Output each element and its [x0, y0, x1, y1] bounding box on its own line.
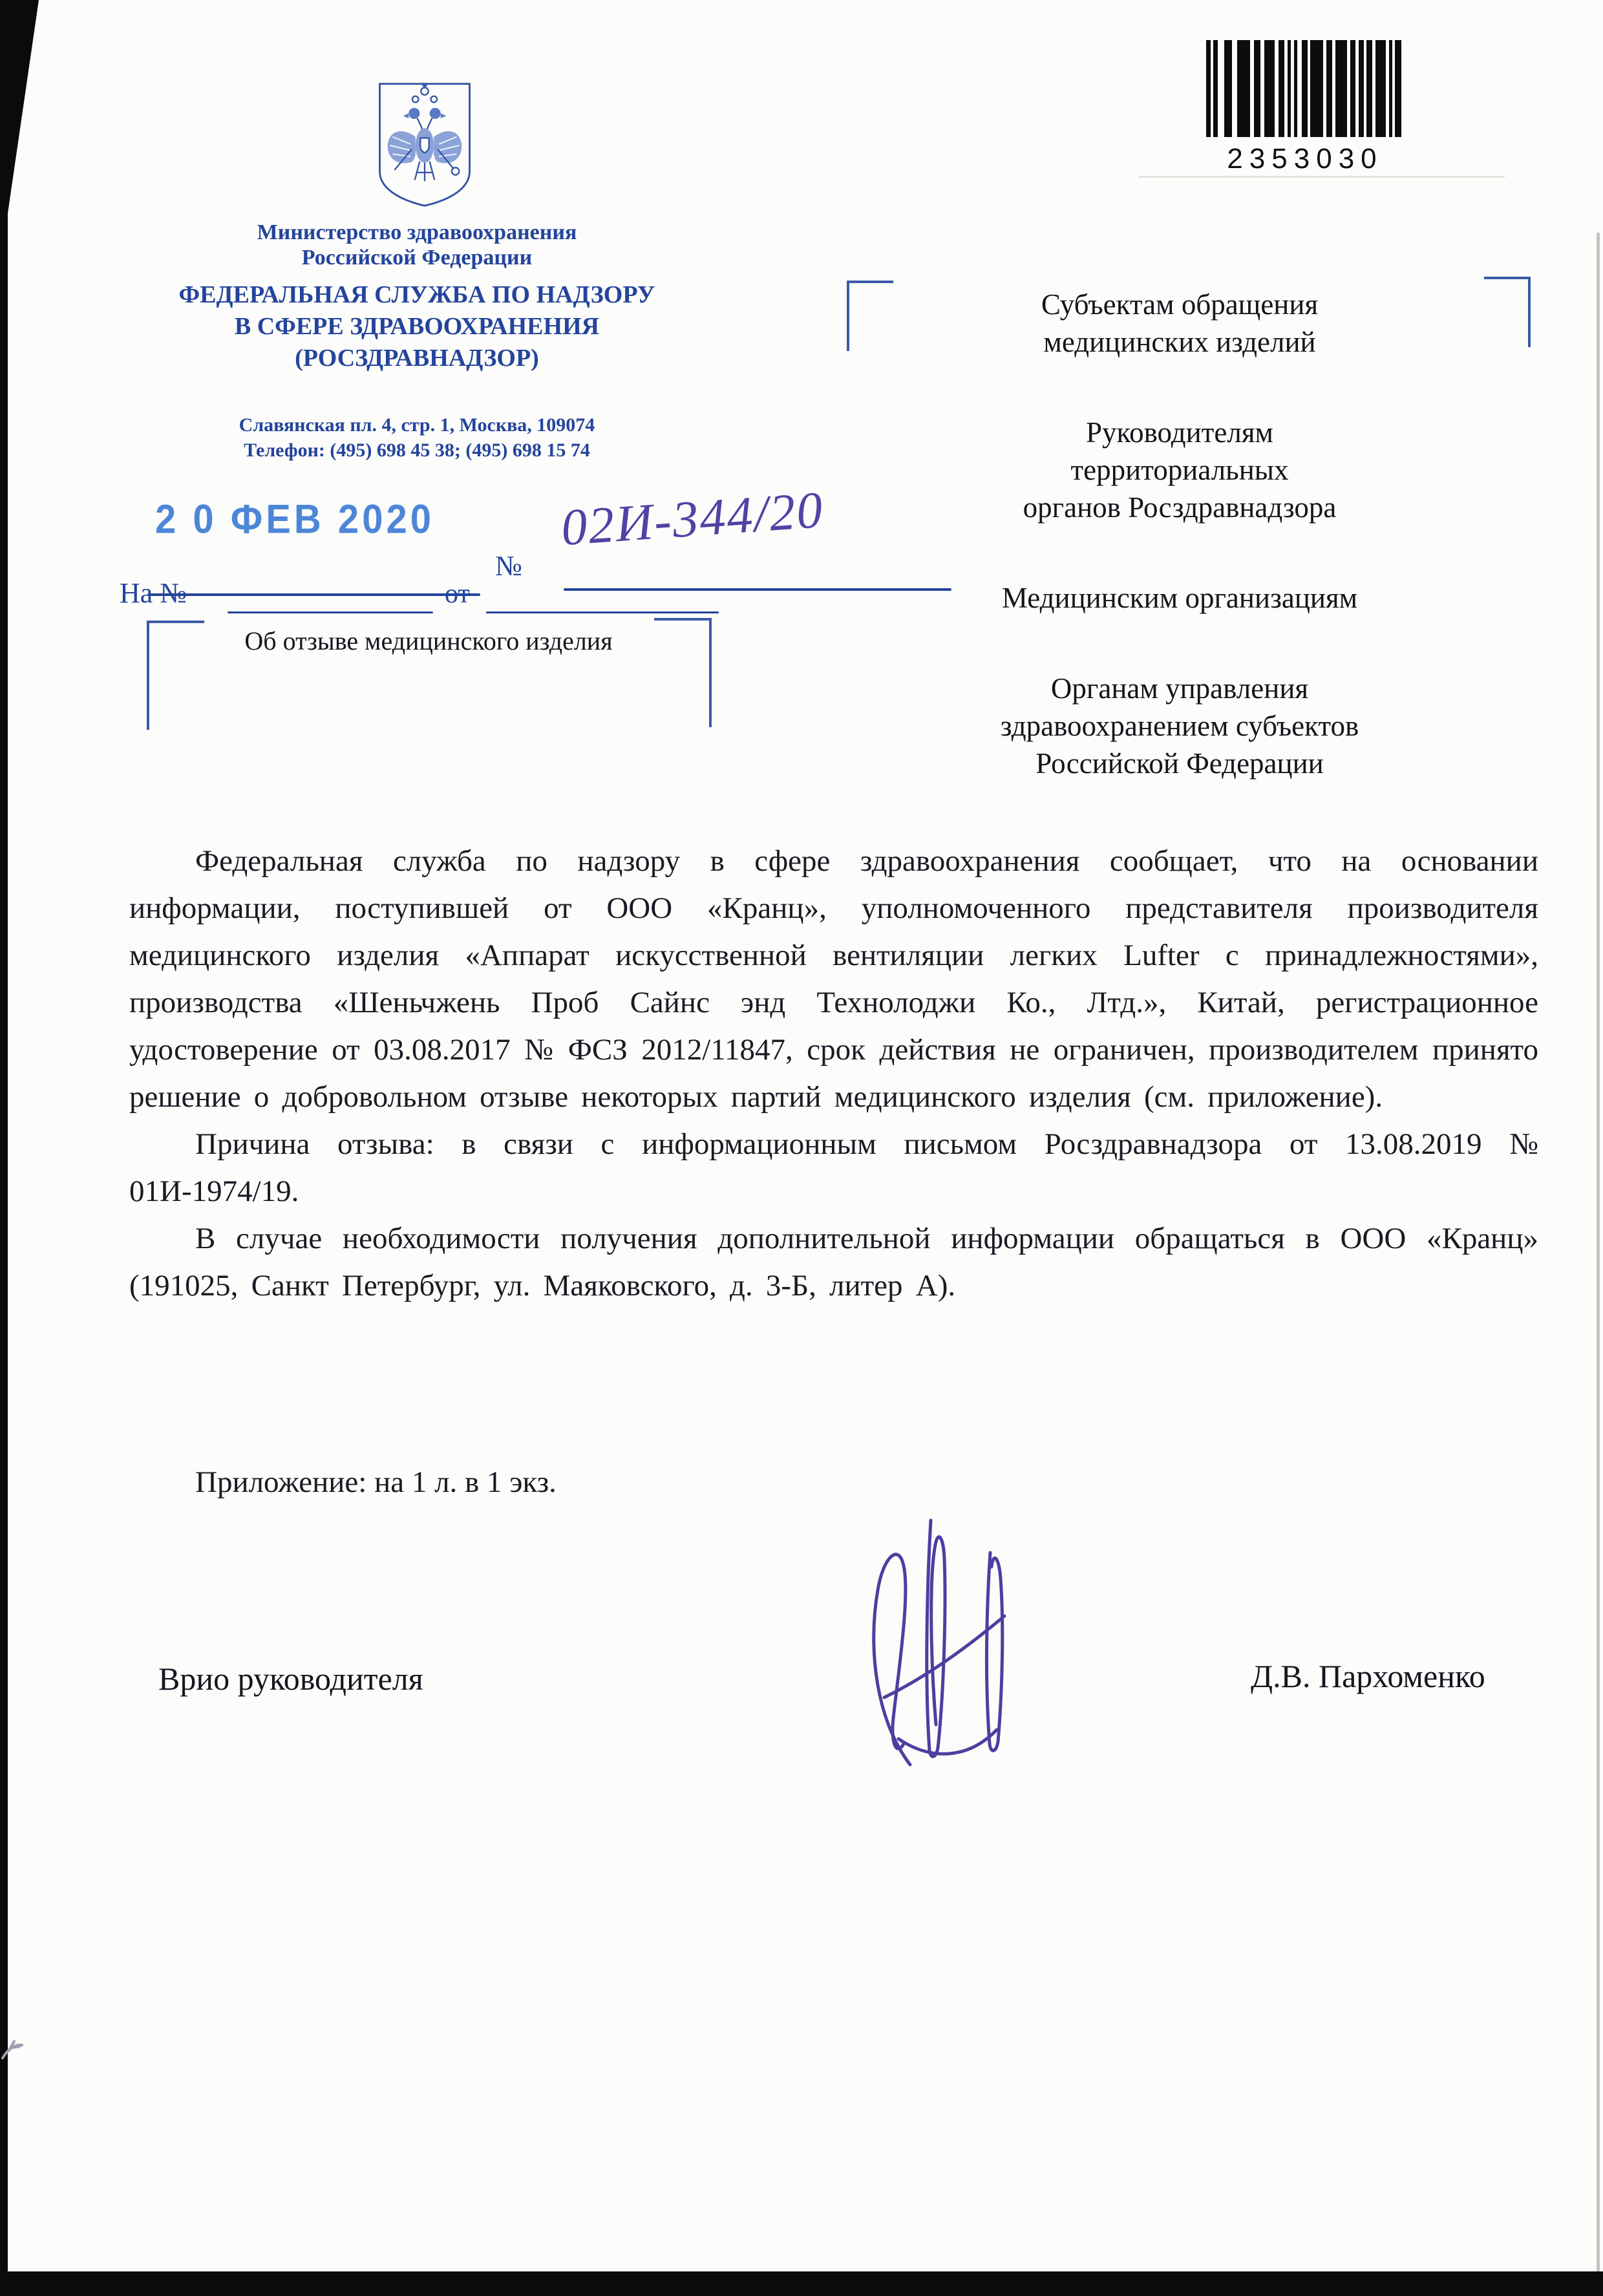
- barcode-number: 2353030: [1227, 143, 1383, 175]
- recipients-block: [840, 286, 1519, 835]
- scan-edge-left: [0, 0, 8, 2296]
- barcode-icon: [1206, 40, 1404, 137]
- russia-coat-of-arms-icon: [371, 80, 478, 209]
- body-paragraph: В случае необходимости получения дополнительной информации обращаться в ООО «Кранц» (191025, Санкт Петербург, ул. Маяковского, д. 3-Б, литер А).: [129, 1222, 1538, 1302]
- date-underline: [147, 593, 480, 596]
- pen-mark-artifact: [0, 2030, 39, 2068]
- address-line: Славянская пл. 4, стр. 1, Москва, 109074: [239, 414, 595, 436]
- recipient-line: медицинских изделий: [1043, 326, 1316, 358]
- subject-line: Об отзыве медицинского изделия: [244, 626, 613, 655]
- ministry-line: Министерство здравоохранения: [257, 220, 577, 244]
- body-paragraph: Федеральная служба по надзору в сфере здравоохранения сообщает, что на основании информации, поступившей от ООО «Кранц», уполномоченного представителя производителя медицинского изделия «Аппарат искусственной вентиляции легких Lufter с принадлежностями», производства «Шеньчжень Проб Сайнс энд Технолоджи Ко., Лтд.», Китай, регистрационное удостоверение от 03.08.2017 № ФСЗ 2012/11847, срок действия не ограничен, производителем принято решение о добровольном отзыве некоторых партий медицинского изделия (см. приложение).: [129, 844, 1538, 1114]
- reply-number-underline: [228, 611, 433, 613]
- reply-date-underline: [486, 611, 719, 613]
- recipient-line: Субъектам обращения: [1041, 288, 1319, 321]
- phone-line: Телефон: (495) 698 45 38; (495) 698 15 74: [244, 440, 590, 461]
- recipient-group: [840, 670, 1519, 782]
- recipient-group: [840, 286, 1519, 361]
- signer-position: Врио руководителя: [158, 1661, 423, 1697]
- recipient-group: [840, 414, 1519, 526]
- reply-to-label: На №: [120, 577, 187, 609]
- letter-body: [129, 838, 1538, 1310]
- ministry-name: [133, 220, 701, 270]
- service-line: ФЕДЕРАЛЬНАЯ СЛУЖБА ПО НАДЗОРУ: [178, 281, 655, 308]
- service-name: [133, 279, 701, 374]
- body-paragraph: Причина отзыва: в связи с информационным письмом Росздравнадзора от 13.08.2019 № 01И-1974/19.: [129, 1127, 1538, 1208]
- recipient-line: здравоохранением субъектов: [1000, 710, 1359, 742]
- barcode-block: [1206, 40, 1404, 175]
- date-stamp: 2 0 ФЕВ 2020: [155, 496, 434, 542]
- scan-edge-bottom: [0, 2271, 1603, 2296]
- scan-artifact-line: [1139, 176, 1505, 178]
- recipient-line: органов Росздравнадзора: [1023, 491, 1337, 524]
- recipient-group: [840, 579, 1519, 617]
- attachment-note: Приложение: на 1 л. в 1 экз.: [195, 1465, 557, 1499]
- number-sign: №: [495, 550, 522, 582]
- service-line: (РОСЗДРАВНАДЗОР): [295, 345, 539, 372]
- ministry-line: Российской Федерации: [301, 246, 533, 270]
- handwritten-outgoing-number: 02И-344/20: [559, 481, 826, 557]
- scan-edge-right: [1597, 233, 1600, 2271]
- scan-corner-top-left: [0, 0, 39, 213]
- reply-from-label: от: [445, 579, 470, 609]
- recipient-line: Медицинским организациям: [1001, 582, 1358, 614]
- recipient-line: территориальных: [1070, 454, 1289, 486]
- signer-name: Д.В. Пархоменко: [1251, 1658, 1485, 1694]
- recipient-line: Органам управления: [1050, 672, 1309, 705]
- service-line: В СФЕРЕ ЗДРАВООХРАНЕНИЯ: [234, 313, 600, 340]
- recipient-line: Российской Федерации: [1035, 747, 1324, 780]
- contact-block: [133, 412, 701, 463]
- recipient-line: Руководителям: [1086, 416, 1273, 449]
- signature-ink: [834, 1480, 1079, 1784]
